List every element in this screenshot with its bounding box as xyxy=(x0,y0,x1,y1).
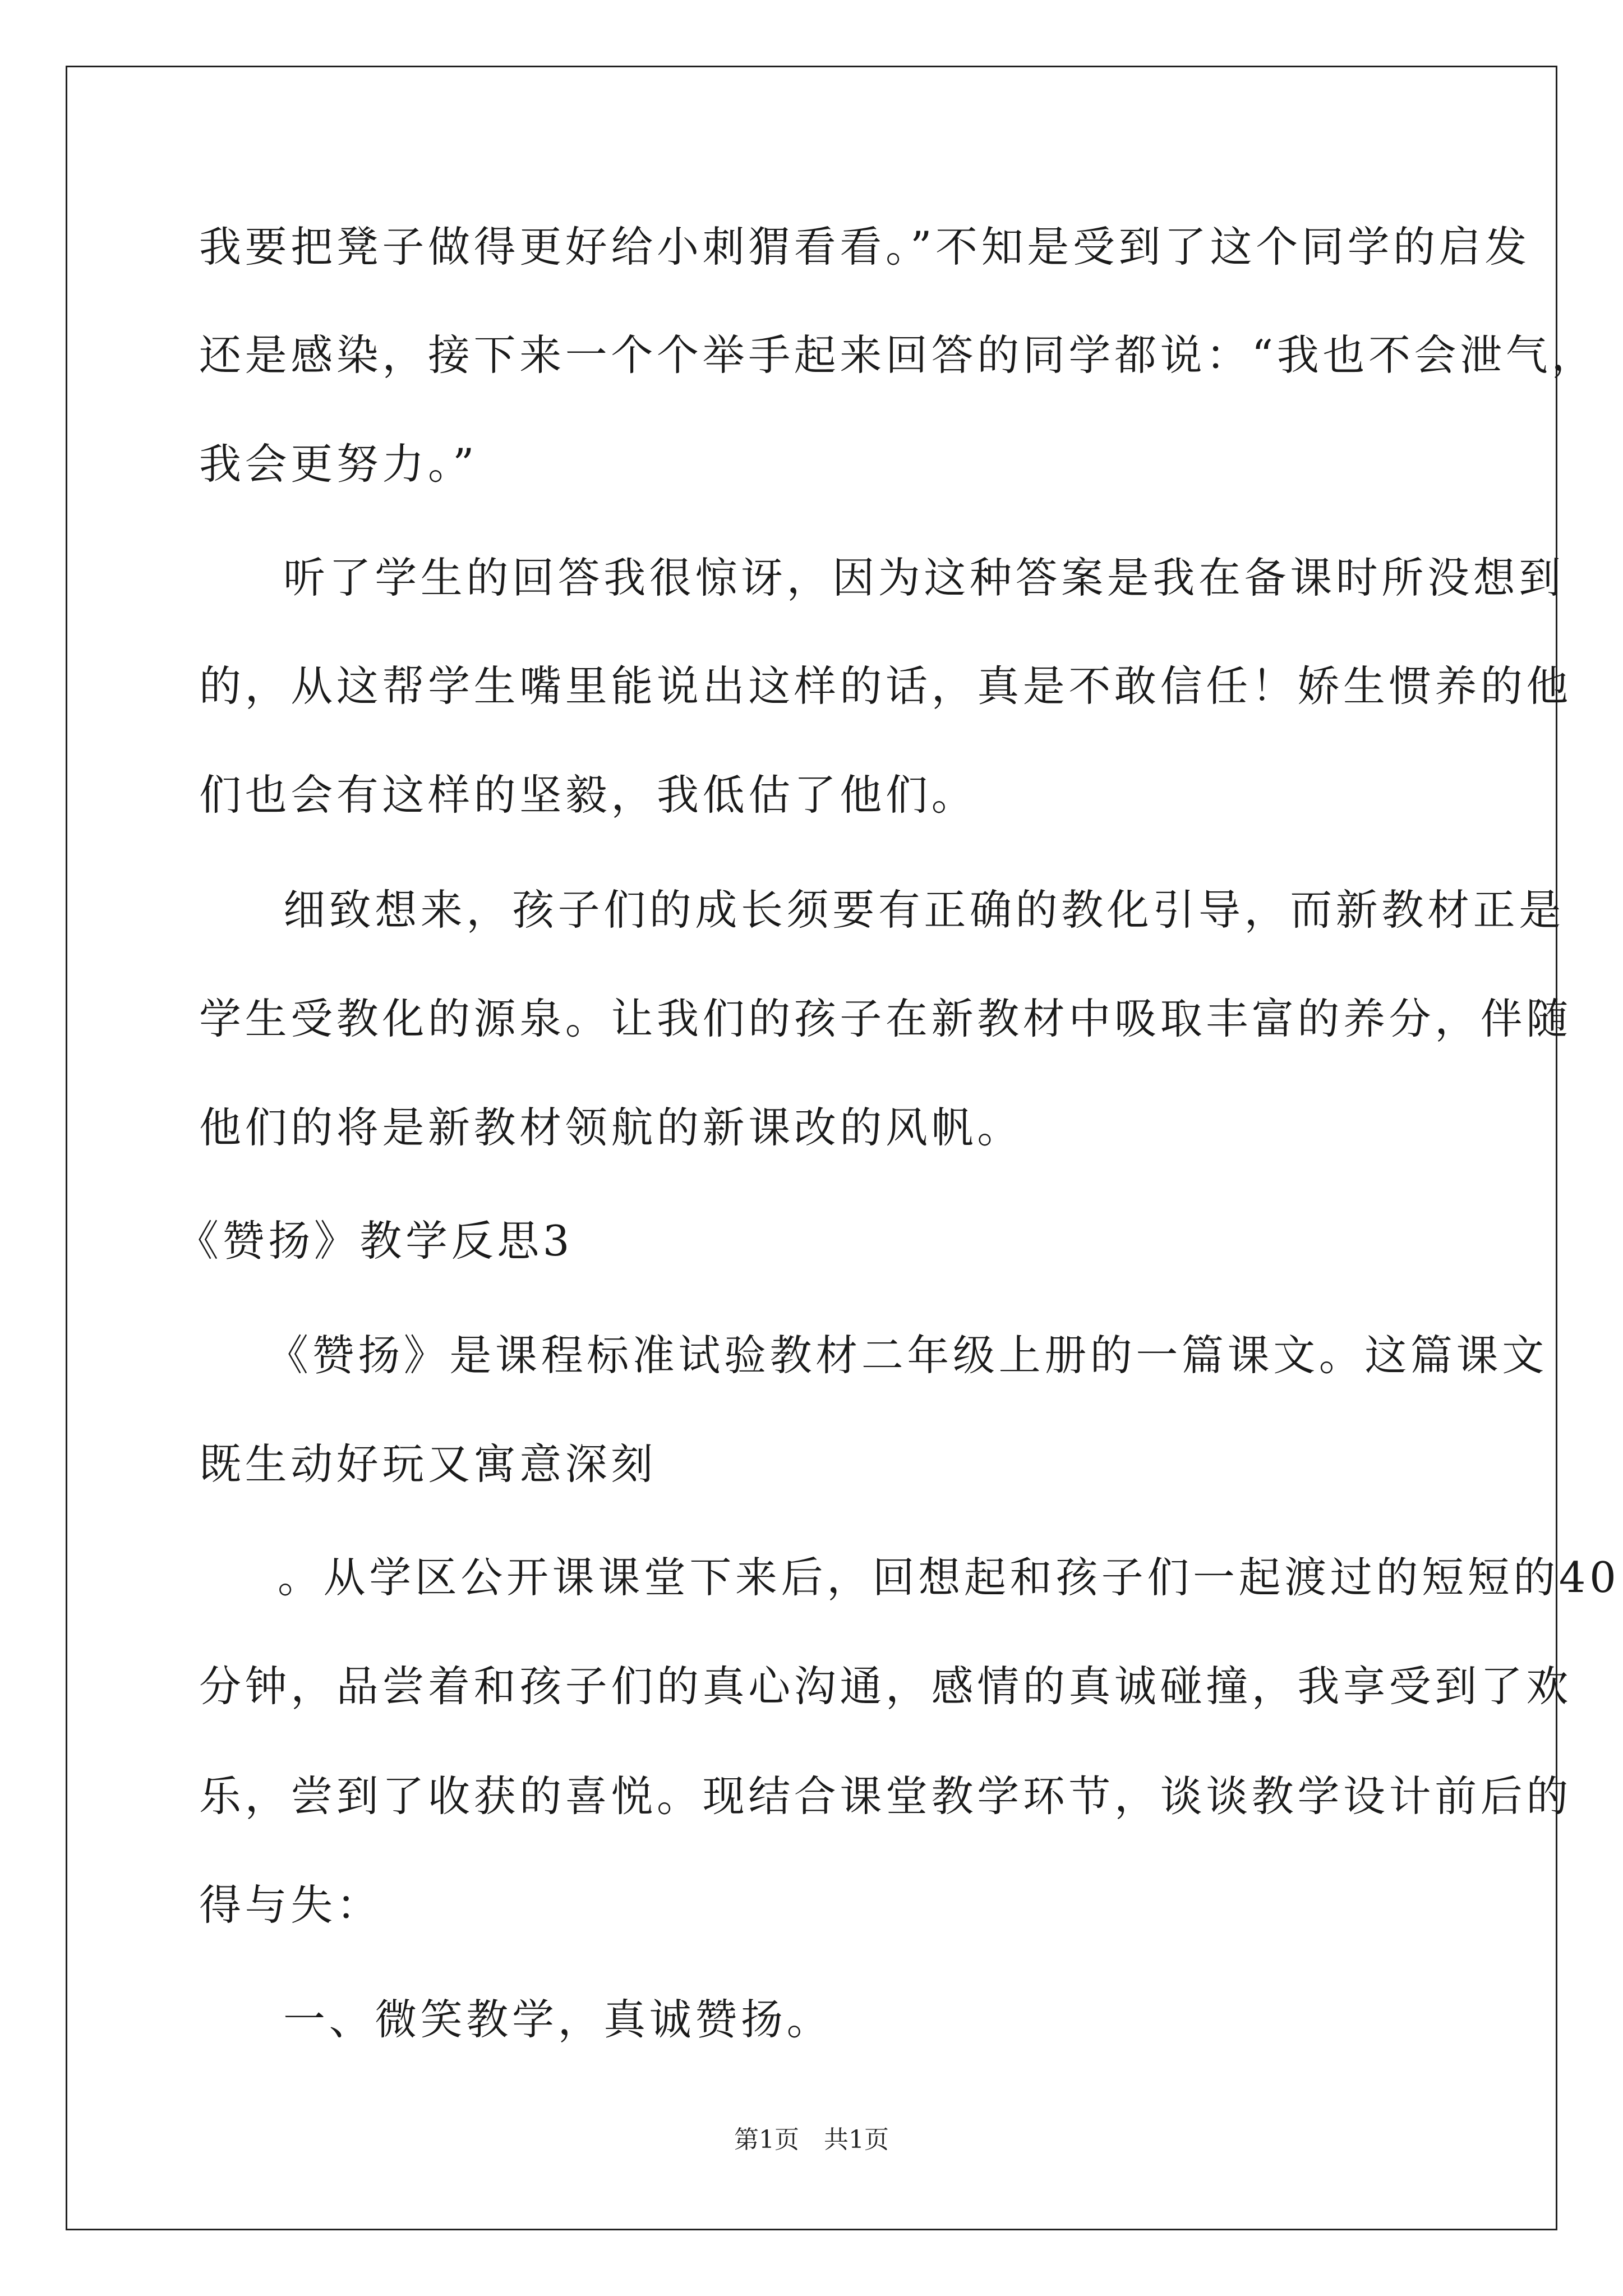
text-line: 他们的将是新教材领航的新课改的风帆。 xyxy=(199,1103,1023,1152)
text-line: 的，从这帮学生嘴里能说出这样的话，真是不敢信任！娇生惯养的他 xyxy=(199,661,1573,711)
page-footer: 第1页 共1页 xyxy=(734,2125,889,2154)
text-line: 既生动好玩又寓意深刻 xyxy=(199,1439,657,1489)
text-line: 我要把凳子做得更好给小刺猬看看。”不知是受到了这个同学的启发 xyxy=(199,222,1530,272)
text-line: 我会更努力。” xyxy=(199,439,478,489)
paragraph-start-line: 《赞扬》是课程标准试验教材二年级上册的一篇课文。这篇课文 xyxy=(266,1331,1548,1380)
text-line: 乐，尝到了收获的喜悦。现结合课堂教学环节，谈谈教学设计前后的 xyxy=(199,1772,1573,1821)
paragraph-start-line: 细致想来，孩子们的成长须要有正确的教化引导，而新教材正是 xyxy=(283,885,1565,935)
paragraph-start-line: 听了学生的回答我很惊讶，因为这种答案是我在备课时所没想到 xyxy=(283,553,1565,602)
paragraph-start-line: 。从学区公开课课堂下来后，回想起和孩子们一起渡过的短短的40 xyxy=(278,1553,1620,1602)
text-line: 分钟，品尝着和孩子们的真心沟通，感情的真诚碰撞，我享受到了欢 xyxy=(199,1662,1573,1711)
text-line: 们也会有这样的坚毅，我低估了他们。 xyxy=(199,770,978,820)
text-line: 还是感染，接下来一个个举手起来回答的同学都说：“我也不会泄气， xyxy=(199,330,1597,380)
text-line: 得与失： xyxy=(199,1880,382,1930)
text-line: 学生受教化的源泉。让我们的孩子在新教材中吸取丰富的养分，伴随 xyxy=(199,994,1573,1043)
paragraph-start-line: 一、微笑教学，真诚赞扬。 xyxy=(283,1995,833,2044)
section-heading: 《赞扬》教学反思3 xyxy=(177,1216,574,1266)
